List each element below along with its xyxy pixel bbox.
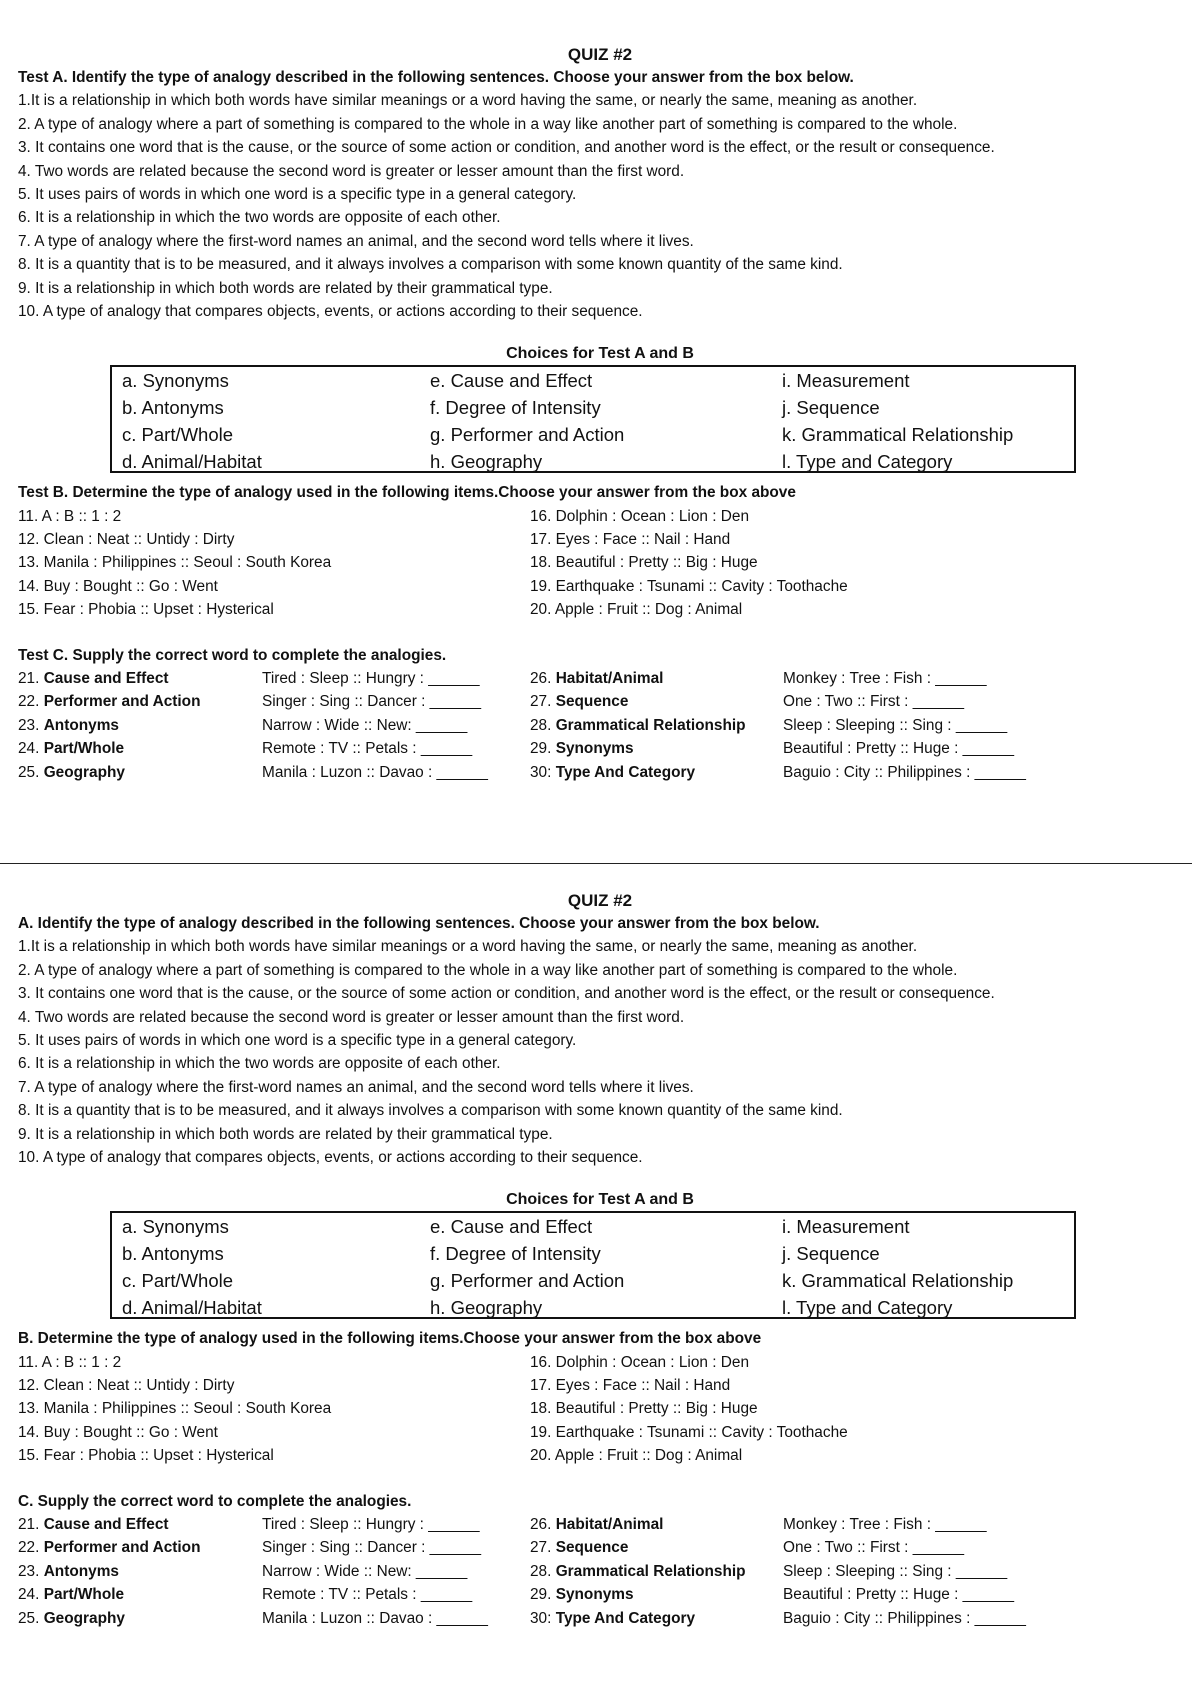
test-b-item: 17. Eyes : Face :: Nail : Hand	[530, 531, 731, 549]
test-b-row	[18, 1444, 1178, 1467]
test-c-analogy: Baguio : City :: Philippines : ______	[783, 763, 1026, 781]
test-c-analogy: Monkey : Tree : Fish : ______	[783, 670, 987, 688]
test-a-item: 9. It is a relationship in which both words are related by their grammatical type.	[18, 1125, 553, 1143]
choice-item: h. Geography	[430, 451, 543, 473]
test-b-heading: Test B. Determine the type of analogy used in the following items.Choose your answer from the box above	[18, 484, 796, 502]
choices-title: Choices for Test A and B	[506, 1191, 694, 1209]
quiz-title: QUIZ #2	[567, 45, 633, 64]
test-a-item: 10. A type of analogy that compares objects, events, or actions according to their sequence.	[18, 302, 643, 320]
test-c-analogy: Sleep : Sleeping :: Sing : ______	[783, 716, 1008, 734]
item-number: 22.	[18, 1539, 40, 1557]
test-b-items	[18, 1351, 1178, 1468]
test-c-row	[18, 1513, 1178, 1536]
test-c-items	[18, 667, 1178, 784]
test-a-item: 5. It uses pairs of words in which one word is a specific type in a general category.	[18, 1031, 577, 1049]
test-b-item: 13. Manila : Philippines :: Seoul : South Korea	[18, 554, 332, 572]
analogy-type: Habitat/Animal	[555, 1516, 664, 1534]
test-a-item: 7. A type of analogy where the first-word names an animal, and the second word tells where it lives.	[18, 232, 694, 250]
test-c-analogy: Sleep : Sleeping :: Sing : ______	[783, 1562, 1008, 1580]
test-c-type	[18, 1583, 124, 1606]
item-number: 26.	[530, 1516, 552, 1534]
choices-box	[110, 365, 1076, 473]
test-b-item: 16. Dolphin : Ocean : Lion : Den	[530, 507, 750, 525]
test-b-item: 18. Beautiful : Pretty :: Big : Huge	[530, 1400, 758, 1418]
test-c-analogy: Manila : Luzon :: Davao : ______	[262, 763, 488, 781]
test-a-item: 8. It is a quantity that is to be measured, and it always involves a comparison with some known quantity of the same kind.	[18, 256, 843, 274]
test-c-heading: Test C. Supply the correct word to complete the analogies.	[18, 646, 447, 664]
test-c-row	[18, 737, 1178, 760]
analogy-type: Synonyms	[555, 740, 634, 758]
analogy-type: Part/Whole	[43, 1586, 125, 1604]
test-c-type	[18, 667, 169, 690]
test-a-item: 8. It is a quantity that is to be measured, and it always involves a comparison with some known quantity of the same kind.	[18, 1102, 843, 1120]
test-a-item: 9. It is a relationship in which both words are related by their grammatical type.	[18, 279, 553, 297]
analogy-type: Geography	[43, 763, 125, 781]
test-b-heading: B. Determine the type of analogy used in the following items.Choose your answer from the box above	[18, 1330, 762, 1348]
item-number: 22.	[18, 693, 40, 711]
test-a-item: 5. It uses pairs of words in which one word is a specific type in a general category.	[18, 185, 577, 203]
item-number: 30:	[530, 1609, 552, 1627]
analogy-type: Antonyms	[43, 1562, 119, 1580]
spacer	[0, 622, 1200, 644]
test-b-item: 20. Apple : Fruit :: Dog : Animal	[530, 601, 743, 619]
test-c-analogy: Tired : Sleep :: Hungry : ______	[262, 1516, 480, 1534]
item-number: 21.	[18, 1516, 40, 1534]
item-number: 21.	[18, 670, 40, 688]
test-c-row	[18, 1536, 1178, 1559]
test-c-type	[530, 1560, 746, 1583]
test-a-item: 1.It is a relationship in which both words have similar meanings or a word having the same, or nearly the same, meaning as another.	[18, 92, 918, 110]
test-c-items	[18, 1513, 1178, 1630]
test-c-row	[18, 761, 1178, 784]
item-number: 28.	[530, 716, 552, 734]
analogy-type: Performer and Action	[43, 1539, 201, 1557]
test-a-item: 3. It contains one word that is the cause, or the source of some action or condition, and another word is the effect, or the result or consequence.	[18, 985, 995, 1003]
test-a-item: 2. A type of analogy where a part of something is compared to the whole in a way like another part of something is compared to the whole.	[18, 115, 958, 133]
test-c-analogy: Narrow : Wide :: New: ______	[262, 716, 468, 734]
test-c-row	[18, 1607, 1178, 1630]
item-number: 26.	[530, 670, 552, 688]
quiz-sheet-1	[0, 44, 1200, 784]
test-c-analogy: One : Two :: First : ______	[783, 1539, 965, 1557]
analogy-type: Habitat/Animal	[555, 670, 664, 688]
test-b-item: 12. Clean : Neat :: Untidy : Dirty	[18, 531, 235, 549]
choice-item: j. Sequence	[782, 397, 880, 419]
test-c-analogy: Tired : Sleep :: Hungry : ______	[262, 670, 480, 688]
test-a-item: 7. A type of analogy where the first-word names an animal, and the second word tells where it lives.	[18, 1078, 694, 1096]
item-number: 28.	[530, 1562, 552, 1580]
test-c-type	[18, 690, 200, 713]
test-a-item: 1.It is a relationship in which both words have similar meanings or a word having the same, or nearly the same, meaning as another.	[18, 938, 918, 956]
test-b-item: 14. Buy : Bought :: Go : Went	[18, 1423, 218, 1441]
test-a-item: 4. Two words are related because the second word is greater or lesser amount than the first word.	[18, 1008, 685, 1026]
spacer	[0, 1468, 1200, 1490]
test-a-item: 4. Two words are related because the second word is greater or lesser amount than the first word.	[18, 162, 685, 180]
test-c-analogy: Narrow : Wide :: New: ______	[262, 1562, 468, 1580]
test-b-items	[18, 505, 1178, 622]
test-c-row	[18, 690, 1178, 713]
test-b-item: 11. A : B :: 1 : 2	[18, 1353, 122, 1371]
test-c-row	[18, 1560, 1178, 1583]
choice-item: d. Animal/Habitat	[122, 1297, 262, 1319]
analogy-type: Antonyms	[43, 716, 119, 734]
choice-item: k. Grammatical Relationship	[782, 424, 1014, 446]
test-c-type	[18, 1536, 200, 1559]
test-c-type	[18, 1607, 125, 1630]
choice-item: l. Type and Category	[782, 451, 953, 473]
analogy-type: Synonyms	[555, 1586, 634, 1604]
analogy-type: Cause and Effect	[43, 670, 169, 688]
test-b-item: 11. A : B :: 1 : 2	[18, 507, 122, 525]
test-b-item: 14. Buy : Bought :: Go : Went	[18, 577, 218, 595]
choice-item: i. Measurement	[782, 1216, 910, 1238]
test-a-heading: Test A. Identify the type of analogy described in the following sentences. Choose your answer from the box below.	[18, 69, 854, 86]
test-a-heading: A. Identify the type of analogy described in the following sentences. Choose your answer from the box below.	[18, 915, 820, 932]
test-c-analogy: One : Two :: First : ______	[783, 693, 965, 711]
test-b-row	[18, 551, 1178, 574]
choice-item: b. Antonyms	[122, 1243, 224, 1265]
analogy-type: Grammatical Relationship	[555, 716, 746, 734]
test-a-item: 2. A type of analogy where a part of something is compared to the whole in a way like another part of something is compared to the whole.	[18, 961, 958, 979]
test-c-row	[18, 714, 1178, 737]
test-b-row	[18, 505, 1178, 528]
test-b-item: 18. Beautiful : Pretty :: Big : Huge	[530, 554, 758, 572]
choice-item: b. Antonyms	[122, 397, 224, 419]
test-c-analogy: Singer : Sing :: Dancer : ______	[262, 693, 482, 711]
choice-item: a. Synonyms	[122, 1216, 229, 1238]
test-c-type	[530, 714, 746, 737]
choice-item: g. Performer and Action	[430, 1270, 625, 1292]
analogy-type: Part/Whole	[43, 740, 125, 758]
test-b-item: 20. Apple : Fruit :: Dog : Animal	[530, 1447, 743, 1465]
test-a-item: 6. It is a relationship in which the two words are opposite of each other.	[18, 1055, 501, 1073]
test-c-type	[18, 761, 125, 784]
quiz-title: QUIZ #2	[567, 891, 633, 910]
item-number: 30:	[530, 763, 552, 781]
test-c-type	[530, 1583, 634, 1606]
choice-item: h. Geography	[430, 1297, 543, 1319]
choices-box	[110, 1211, 1076, 1319]
analogy-type: Performer and Action	[43, 693, 201, 711]
test-b-row	[18, 575, 1178, 598]
test-a-item: 6. It is a relationship in which the two words are opposite of each other.	[18, 209, 501, 227]
test-c-analogy: Baguio : City :: Philippines : ______	[783, 1609, 1026, 1627]
item-number: 23.	[18, 716, 40, 734]
test-c-type	[530, 690, 628, 713]
analogy-type: Cause and Effect	[43, 1516, 169, 1534]
test-c-row	[18, 1583, 1178, 1606]
test-c-analogy: Singer : Sing :: Dancer : ______	[262, 1539, 482, 1557]
analogy-type: Sequence	[555, 1539, 629, 1557]
choice-item: e. Cause and Effect	[430, 1216, 593, 1238]
test-c-row	[18, 667, 1178, 690]
choice-item: f. Degree of Intensity	[430, 1243, 601, 1265]
test-b-item: 15. Fear : Phobia :: Upset : Hysterical	[18, 1447, 274, 1465]
item-number: 29.	[530, 740, 552, 758]
test-b-row	[18, 528, 1178, 551]
item-number: 25.	[18, 1609, 40, 1627]
item-number: 25.	[18, 763, 40, 781]
choice-item: k. Grammatical Relationship	[782, 1270, 1014, 1292]
choice-item: g. Performer and Action	[430, 424, 625, 446]
test-b-item: 12. Clean : Neat :: Untidy : Dirty	[18, 1377, 235, 1395]
choices-title: Choices for Test A and B	[506, 345, 694, 363]
analogy-type: Geography	[43, 1609, 125, 1627]
test-c-type	[18, 714, 119, 737]
analogy-type: Sequence	[555, 693, 629, 711]
test-c-analogy: Beautiful : Pretty :: Huge : ______	[783, 1586, 1015, 1604]
choice-item: i. Measurement	[782, 370, 910, 392]
test-c-type	[530, 667, 663, 690]
test-c-analogy: Monkey : Tree : Fish : ______	[783, 1516, 987, 1534]
item-number: 24.	[18, 740, 40, 758]
test-b-row	[18, 598, 1178, 621]
choice-item: d. Animal/Habitat	[122, 451, 262, 473]
test-a-item: 10. A type of analogy that compares objects, events, or actions according to their sequence.	[18, 1148, 643, 1166]
item-number: 27.	[530, 693, 552, 711]
test-c-type	[530, 737, 634, 760]
test-b-row	[18, 1374, 1178, 1397]
test-c-analogy: Beautiful : Pretty :: Huge : ______	[783, 740, 1015, 758]
test-b-item: 15. Fear : Phobia :: Upset : Hysterical	[18, 601, 274, 619]
choice-item: c. Part/Whole	[122, 1270, 234, 1292]
test-c-type	[530, 1607, 695, 1630]
quiz-sheet-2	[0, 890, 1200, 1630]
item-number: 29.	[530, 1586, 552, 1604]
analogy-type: Type And Category	[555, 1609, 696, 1627]
test-c-analogy: Manila : Luzon :: Davao : ______	[262, 1609, 488, 1627]
test-b-item: 16. Dolphin : Ocean : Lion : Den	[530, 1353, 750, 1371]
test-c-analogy: Remote : TV :: Petals : ______	[262, 1586, 473, 1604]
analogy-type: Grammatical Relationship	[555, 1562, 746, 1580]
choice-item: e. Cause and Effect	[430, 370, 593, 392]
test-b-row	[18, 1421, 1178, 1444]
test-c-type	[18, 1513, 169, 1536]
test-c-type	[18, 737, 124, 760]
choice-item: f. Degree of Intensity	[430, 397, 601, 419]
choice-item: c. Part/Whole	[122, 424, 234, 446]
analogy-type: Type And Category	[555, 763, 696, 781]
test-b-row	[18, 1351, 1178, 1374]
test-c-type	[530, 1536, 628, 1559]
test-b-item: 13. Manila : Philippines :: Seoul : South Korea	[18, 1400, 332, 1418]
item-number: 24.	[18, 1586, 40, 1604]
choice-item: j. Sequence	[782, 1243, 880, 1265]
item-number: 23.	[18, 1562, 40, 1580]
item-number: 27.	[530, 1539, 552, 1557]
choice-item: a. Synonyms	[122, 370, 229, 392]
test-c-type	[530, 1513, 663, 1536]
test-c-type	[18, 1560, 119, 1583]
test-b-item: 19. Earthquake : Tsunami :: Cavity : Toothache	[530, 577, 848, 595]
test-b-item: 19. Earthquake : Tsunami :: Cavity : Toothache	[530, 1423, 848, 1441]
test-c-type	[530, 761, 695, 784]
cut-line-divider	[0, 863, 1192, 864]
test-c-analogy: Remote : TV :: Petals : ______	[262, 740, 473, 758]
test-c-heading: C. Supply the correct word to complete the analogies.	[18, 1492, 412, 1510]
test-b-row	[18, 1397, 1178, 1420]
test-a-item: 3. It contains one word that is the cause, or the source of some action or condition, and another word is the effect, or the result or consequence.	[18, 139, 995, 157]
test-b-item: 17. Eyes : Face :: Nail : Hand	[530, 1377, 731, 1395]
choice-item: l. Type and Category	[782, 1297, 953, 1319]
